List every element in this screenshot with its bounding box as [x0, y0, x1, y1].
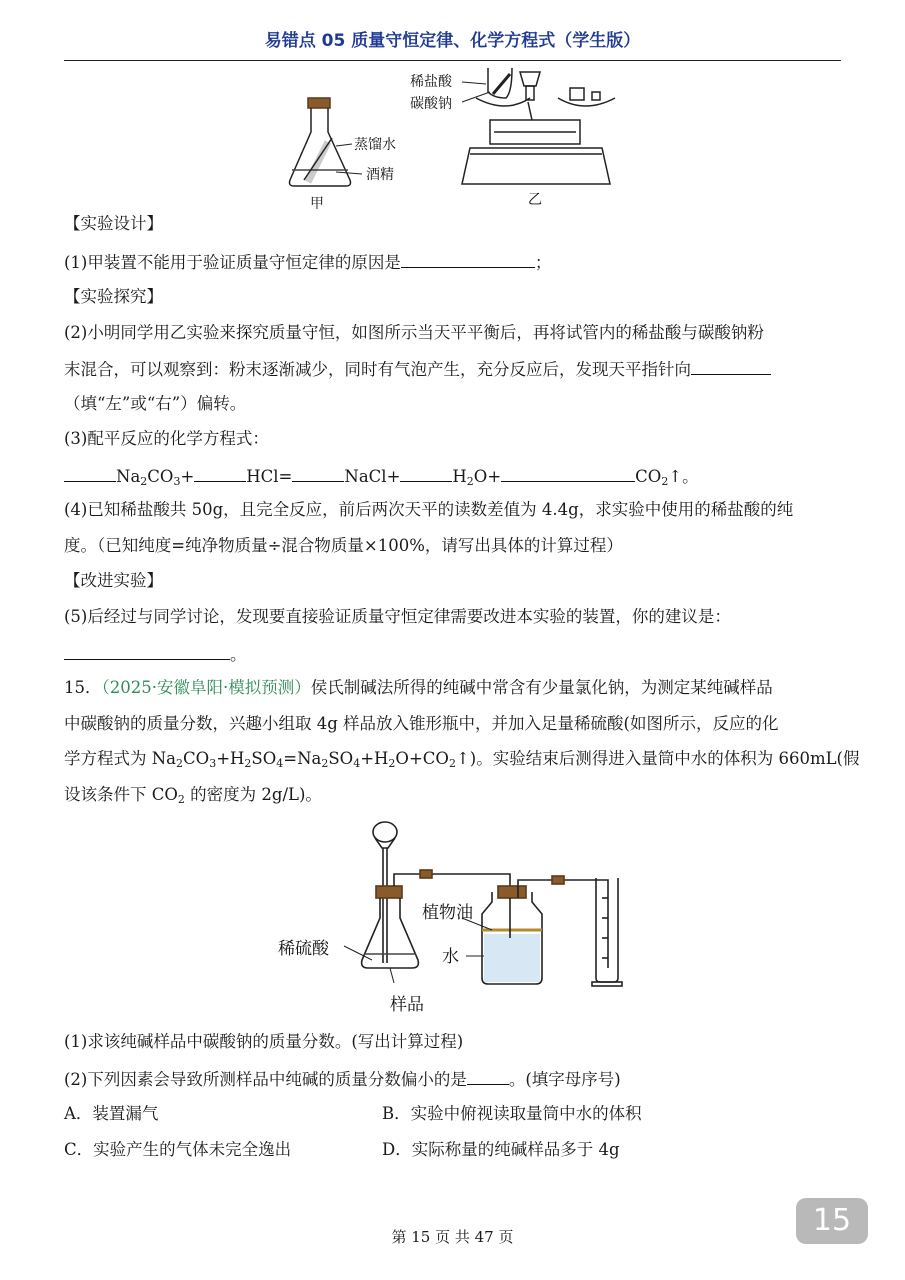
- eq-text: SO: [251, 749, 277, 768]
- eq-text: 设该条件下 CO: [64, 785, 178, 804]
- eq-text: SO: [328, 749, 354, 768]
- eq-text: CO: [183, 749, 210, 768]
- eq-text: ↑。: [668, 467, 699, 486]
- answer-blank[interactable]: [400, 464, 452, 482]
- eq-sub: 2: [244, 757, 252, 770]
- eq-text: CO: [635, 467, 662, 486]
- q14-part5-line2: [64, 642, 844, 666]
- eq-sub: 3: [209, 757, 217, 770]
- eq-sub: 2: [176, 757, 184, 770]
- q15-line2: 中碳酸钠的质量分数，兴趣小组取 4g 样品放入锥形瓶中，并加入足量稀硫酸(如图所示，反应的化: [64, 714, 779, 733]
- heading-experiment-design: 【实验设计】: [64, 214, 163, 233]
- eq-text: =Na: [283, 749, 322, 768]
- answer-blank[interactable]: [194, 464, 246, 482]
- question-source: （2025·安徽阜阳·模拟预测）: [101, 678, 311, 697]
- q15-sub2-text: (2)下列因素会导致所测样品中纯碱的质量分数偏小的是: [64, 1070, 467, 1089]
- eq-text: HCl=: [246, 467, 293, 486]
- q15-text: 侯氏制碱法所得的纯碱中常含有少量氯化钠，为测定某纯碱样品: [310, 678, 773, 697]
- eq-text: 的密度为 2g/L)。: [184, 785, 322, 804]
- label-water: 水: [442, 947, 459, 967]
- answer-blank[interactable]: [292, 464, 344, 482]
- eq-text: Na: [116, 467, 141, 486]
- eq-text: +H: [360, 749, 389, 768]
- label-dilute-h2so4: 稀硫酸: [278, 939, 329, 959]
- eq-text: +: [180, 467, 195, 486]
- answer-blank[interactable]: [501, 464, 635, 482]
- eq-text: +H: [216, 749, 245, 768]
- option-c[interactable]: C．实验产生的气体未完全逸出: [64, 1140, 292, 1159]
- question-number: 15．: [64, 678, 102, 697]
- figure-apparatus-jia-yi: [280, 62, 640, 212]
- option-b[interactable]: B．实验中俯视读取量筒中水的体积: [382, 1104, 642, 1123]
- answer-blank[interactable]: [64, 464, 116, 482]
- eq-text: O+CO: [395, 749, 449, 768]
- q14-part5-end: 。: [230, 645, 247, 664]
- figure-gas-apparatus: [270, 818, 630, 1023]
- label-distilled-water: 蒸馏水: [354, 137, 396, 153]
- label-sodium-carbonate: 碳酸钠: [410, 96, 452, 112]
- eq-sub: 4: [353, 757, 361, 770]
- q15-sub2: [64, 1067, 844, 1091]
- q14-part1: [64, 250, 844, 274]
- q15-line4: [64, 784, 844, 806]
- eq-text: 学方程式为 Na: [64, 749, 177, 768]
- eq-sub: 2: [448, 757, 456, 770]
- q14-part2-line2-text: 末混合，可以观察到：粉末逐渐减少，同时有气泡产生，充分反应后，发现天平指针向: [64, 360, 691, 379]
- q14-part2-line2: [64, 357, 844, 381]
- eq-text: NaCl+: [344, 467, 401, 486]
- q15-line3: [64, 748, 860, 770]
- q14-part4-line2: 度。（已知纯度=纯净物质量÷混合物质量×100%，请写出具体的计算过程）: [64, 536, 623, 555]
- q14-part1-text: (1)甲装置不能用于验证质量守恒定律的原因是: [64, 253, 401, 272]
- q14-part4-line1: (4)已知稀盐酸共 50g，且完全反应，前后两次天平的读数差值为 4.4g，求实验中使用的稀盐酸的纯: [64, 500, 794, 519]
- q15-sub2-end: 。(填字母序号): [508, 1070, 621, 1089]
- label-yi: 乙: [528, 192, 542, 208]
- eq-sub: 2: [140, 475, 148, 488]
- answer-blank[interactable]: [64, 642, 230, 660]
- eq-text: CO: [147, 467, 174, 486]
- answer-blank[interactable]: [467, 1067, 509, 1085]
- q15-line1: [64, 677, 844, 699]
- q14-equation: [64, 464, 844, 488]
- answer-blank[interactable]: [691, 357, 771, 375]
- eq-text: H: [452, 467, 467, 486]
- heading-experiment-explore: 【实验探究】: [64, 287, 163, 306]
- q14-part2-line1: (2)小明同学用乙实验来探究质量守恒，如图所示当天平平衡后，再将试管内的稀盐酸与碳酸钠粉: [64, 323, 764, 342]
- label-jia: 甲: [310, 196, 324, 212]
- eq-sub: 2: [321, 757, 329, 770]
- balance-yi: [462, 68, 615, 184]
- option-a[interactable]: A．装置漏气: [64, 1104, 159, 1123]
- option-d[interactable]: D．实际称量的纯碱样品多于 4g: [382, 1140, 620, 1159]
- eq-text: ↑)。实验结束后测得进入量筒中水的体积为 660mL(假: [455, 749, 860, 768]
- answer-blank[interactable]: [401, 250, 535, 268]
- page-footer: 第 15 页 共 47 页: [391, 1228, 514, 1246]
- eq-sub: 2: [388, 757, 396, 770]
- heading-improve-experiment: 【改进实验】: [64, 571, 163, 590]
- eq-text: O+: [473, 467, 502, 486]
- page-header-title: 易错点 05 质量守恒定律、化学方程式（学生版）: [264, 31, 641, 51]
- label-sample: 样品: [390, 995, 424, 1015]
- eq-sub: 2: [466, 475, 474, 488]
- header-divider: [64, 60, 841, 61]
- q14-part5-line1: (5)后经过与同学讨论，发现要直接验证质量守恒定律需要改进本实验的装置，你的建议是：: [64, 607, 731, 626]
- label-vegetable-oil: 植物油: [422, 903, 473, 923]
- q14-part3-line1: (3)配平反应的化学方程式：: [64, 429, 269, 448]
- eq-sub: 4: [276, 757, 284, 770]
- q14-part2-line3: （填“左”或“右”）偏转。: [64, 394, 247, 413]
- eq-sub: 2: [177, 793, 185, 806]
- label-alcohol: 酒精: [366, 167, 394, 183]
- label-dilute-hcl: 稀盐酸: [410, 74, 452, 90]
- q15-sub1: (1)求该纯碱样品中碳酸钠的质量分数。(写出计算过程): [64, 1032, 464, 1051]
- q14-part1-end: ；: [534, 253, 552, 272]
- eq-sub: 2: [661, 475, 669, 488]
- page-number-badge: 15: [796, 1198, 868, 1244]
- eq-sub: 3: [173, 475, 181, 488]
